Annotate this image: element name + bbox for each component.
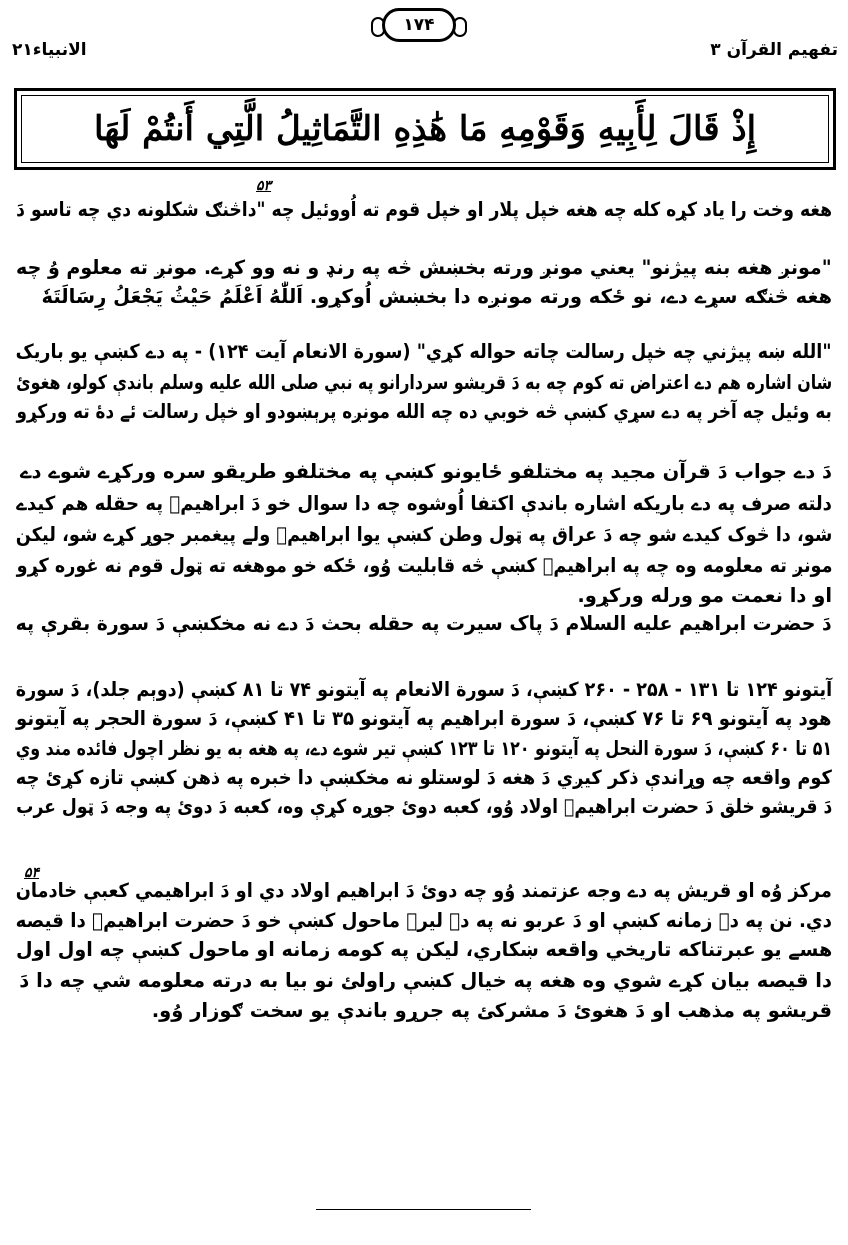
text-line: دلته صرف په دے باریکه اشاره باندې اکتفا اُوشوه چه دا سوال خو دَ ابراهیمؑ په حقله هم کیدے <box>16 492 832 515</box>
text-line: ۵۱ تا ۶۰ کښې، دَ سورة النحل په آیتونو ۱۲۰ تا ۱۲۳ کښې تیر شوے دے، په هغه به یو نظر اچول فائده مند وي <box>15 737 832 760</box>
verse-frame-inner <box>21 95 829 163</box>
text-line: هود په آیتونو ۶۹ تا ۷۶ کښې، دَ سورة ابراهیم په آیتونو ۳۵ تا ۴۱ کښې، دَ سورة الحجر په آیتونو <box>16 707 832 730</box>
end-rule <box>316 1209 531 1210</box>
text-line: کوم واقعه چه وړاندې ذکر کیږي دَ هغه دَ لوستلو نه مخکښې دا خبره په ذهن کښې تازه کړئ چه <box>15 766 832 789</box>
text-line: شو، دا څوک کیدے شو چه دَ عراق په ټول وطن کښې یوا ابراهیمؑ ولے پیغمبر جوړ کړے شو، لیکن <box>15 523 832 546</box>
text-line: هسے یو عبرتناکه تاریخي واقعه ښکاري، لیکن په کومه زمانه او ماحول کښې چه اول اول <box>15 938 832 961</box>
text-line: هغه څنګه سړے دے، نو ځکه ورته مونږه دا بخښش اُوکړو. اَللّٰهُ اَعْلَمُ حَیْثُ یَجْعَلُ رِسَالَتَهٗ <box>41 285 832 308</box>
text-line: دَ قریشو خلق دَ حضرت ابراهیمؑ اولاد وُو، کعبه دوئ جوړه کړې وه، کعبه دَ دوئ په وجه دَ ټول عرب <box>15 795 832 818</box>
running-title-right: تفهيم القرآن ۳ <box>710 40 838 60</box>
text-line: مرکز وُه او قریش په دے وجه عزتمند وُو چه دوئ دَ ابراهیم اولاد دي او دَ ابراهیمي کعبې خادمان <box>15 879 832 902</box>
text-line: شان اشاره هم دے اعتراض ته کوم چه به دَ قریشو سردارانو په نبي صلی الله علیه وسلم باندې کولو، هغوئ <box>15 371 832 394</box>
text-line: هغه وخت را یاد کړه کله چه هغه خپل پلار او خپل قوم ته اُووئیل چه "داڅنګ شکلونه دي چه تاسو دَ <box>16 198 832 221</box>
text-line: او دا نعمت مو ورله ورکړو. <box>577 584 832 607</box>
footnote-marker-54: ۵۴ <box>24 865 40 881</box>
footnote-marker-53: ۵۳ <box>256 178 272 194</box>
text-line: آیتونو ۱۲۴ تا ۱۳۱ - ۲۵۸ - ۲۶۰ کښې، دَ سورة الانعام په آیتونو ۷۴ تا ۸۱ کښې (دوېم جلد)، دَ سورة <box>15 678 832 701</box>
text-line: قریشو په مذهب او دَ هغوئ دَ مشرکئ په جرړو باندې یو سخت ګوزار وُو. <box>151 999 832 1022</box>
text-line: دي. نن په دے زمانه کښې او دَ عربو نه په دے لیرے ماحول کښې خو دَ حضرت ابراهیمؑ دا قیصه <box>15 909 832 932</box>
text-line: به وئیل چه آخر په دے سړي کښې څه خوبي ده چه الله مونږه پرېښودو او خپل رسالت ئے دهٔ ته ورکړو <box>16 400 832 423</box>
text-line: مونږ ته معلومه وه چه په ابراهیمؑ کښې څه قابلیت وُو، ځکه خو موهغه ته ټول قوم نه غوره کړو <box>16 554 832 577</box>
running-title-left: الانبياء۲۱ <box>12 40 87 60</box>
quran-verse: إِذْ قَالَ لِأَبِيهِ وَقَوْمِهِ مَا هَٰذِهِ التَّمَاثِيلُ الَّتِي أَنتُمْ لَهَا <box>93 109 757 149</box>
verse-frame <box>14 88 836 170</box>
text-line: دَ حضرت ابراهیم علیه السلام دَ پاک سیرت په حقله بحث دَ دے نه مخکښې دَ سورة بقرې په <box>15 612 832 635</box>
page-number: ۱۷۴ <box>403 15 435 35</box>
page-number-badge <box>382 8 456 42</box>
text-line: "الله ښه پیژني چه خپل رسالت چاته حواله کړي" (سورة الانعام آیت ۱۲۴) - په دے کښې یو باریک <box>16 340 832 363</box>
text-line: دَ دے جواب دَ قرآن مجید په مختلفو ځایونو کښې په مختلفو طریقو سره ورکړے شوے دے <box>20 460 832 483</box>
text-line: دا قیصه بیان کړے شوي وه هغه په خیال کښې راولئ نو بیا به درته معلومه شي چه دا دَ <box>19 969 832 992</box>
text-line: "مونږ هغه بنه پیژنو" یعني مونږ ورته بخښش څه په رنډ و نه وو کړے. مونږ ته معلوم وُ چه <box>16 256 832 279</box>
